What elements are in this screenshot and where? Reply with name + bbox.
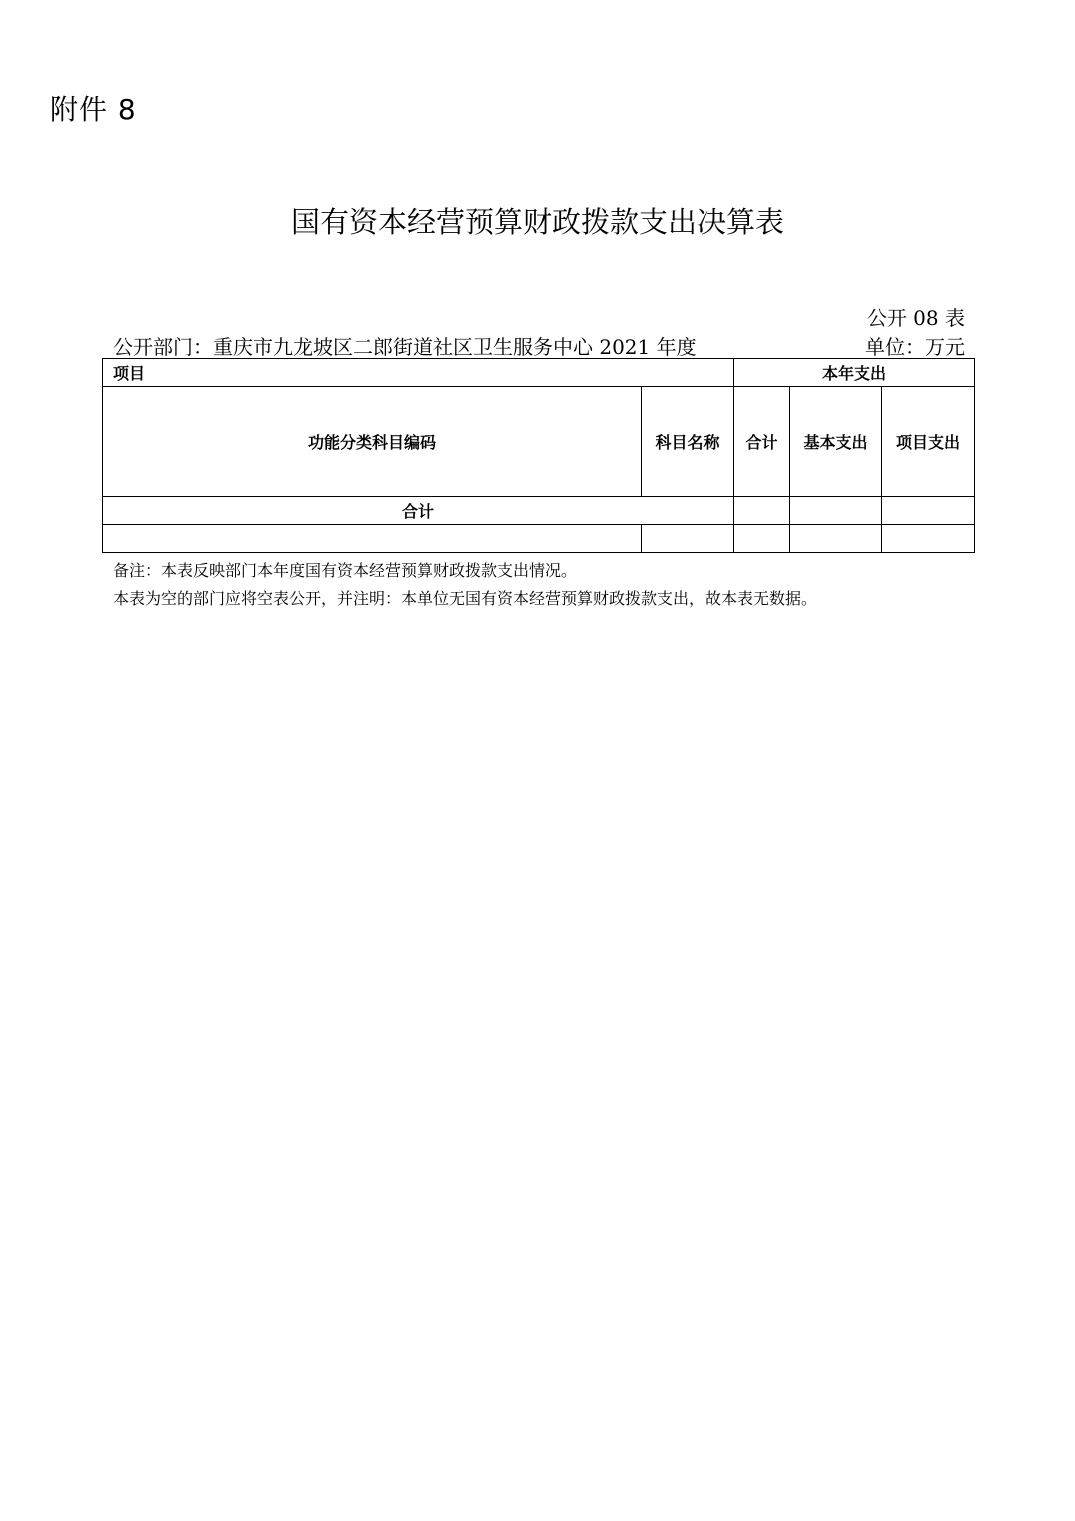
col-basic: 基本支出	[790, 387, 882, 497]
unit-label: 单位：万元	[865, 335, 965, 359]
department-line: 公开部门：重庆市九龙坡区二郎街道社区卫生服务中心 2021 年度	[113, 335, 697, 359]
table-cell	[790, 525, 882, 553]
expense-table	[102, 358, 975, 553]
total-row-label: 合计	[103, 497, 734, 525]
header-project: 项目	[103, 359, 734, 387]
table-total-row	[103, 497, 975, 525]
table-cell	[642, 525, 734, 553]
attachment-label: 附件 8	[50, 93, 137, 126]
note-line-1: 备注：本表反映部门本年度国有资本经营预算财政拨款支出情况。	[113, 561, 578, 580]
header-year-expense: 本年支出	[734, 359, 975, 387]
col-name: 科目名称	[642, 387, 734, 497]
table-cell	[103, 525, 642, 553]
col-code: 功能分类科目编码	[103, 387, 642, 497]
page-title: 国有资本经营预算财政拨款支出决算表	[290, 205, 784, 239]
col-project: 项目支出	[882, 387, 975, 497]
table-cell	[734, 525, 790, 553]
table-row	[103, 525, 975, 553]
table-number: 公开 08 表	[866, 306, 965, 330]
table-cell	[882, 525, 975, 553]
col-total: 合计	[734, 387, 790, 497]
total-cell	[734, 497, 790, 525]
table-header-row	[103, 359, 975, 387]
table-column-row	[103, 387, 975, 497]
total-basic-cell	[790, 497, 882, 525]
note-line-2: 本表为空的部门应将空表公开，并注明：本单位无国有资本经营预算财政拨款支出，故本表无数据。	[113, 589, 818, 608]
total-project-cell	[882, 497, 975, 525]
